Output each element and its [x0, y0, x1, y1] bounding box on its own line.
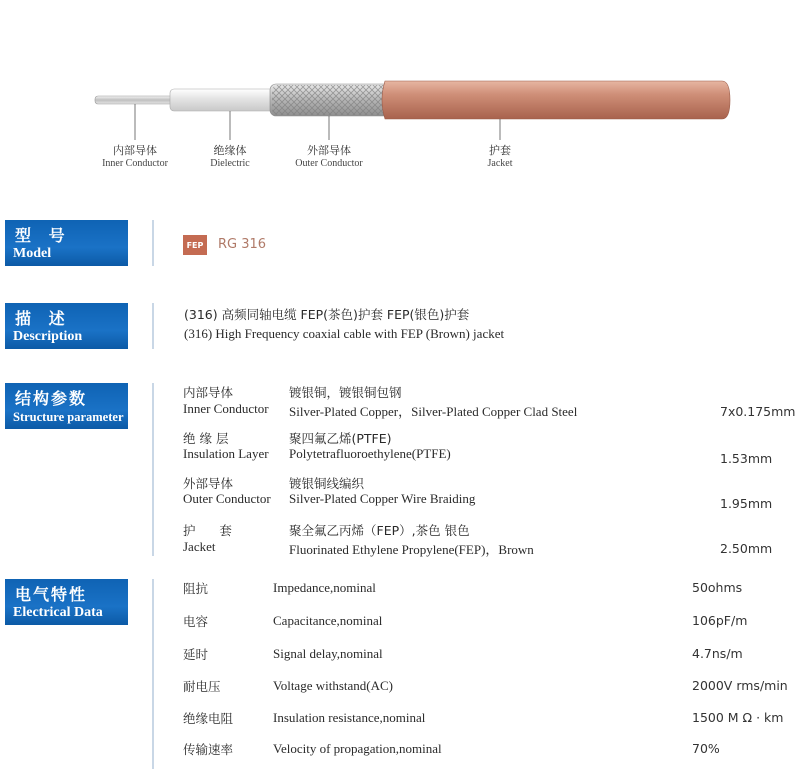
section-header-description: [5, 303, 128, 349]
section-title-en: Description: [13, 329, 83, 344]
structure-label-en: Outer Conductor: [183, 491, 271, 506]
section-title-cn: 结构参数: [15, 389, 88, 408]
section-header-electrical: [5, 579, 128, 625]
callout-inner-conductor-en: Inner Conductor: [102, 158, 168, 169]
structure-material-cn: 聚全氟乙丙烯（FEP）,茶色 银色: [289, 523, 470, 538]
description-cn: (316) 高频同轴电缆 FEP(茶色)护套 FEP(银色)护套: [184, 307, 470, 322]
electrical-label-en: Voltage withstand(AC): [273, 678, 393, 693]
callout-jacket-en: Jacket: [487, 158, 513, 169]
callout-dielectric-en: Dielectric: [210, 158, 250, 169]
structure-material-cn: 镀银铜，镀银铜包钢: [289, 385, 402, 400]
electrical-label-cn: 延时: [183, 647, 209, 662]
callout-outer-conductor: [279, 142, 379, 169]
electrical-label-cn: 耐电压: [183, 679, 221, 694]
structure-label-cn: 绝 缘 层: [183, 431, 229, 446]
section-title-cn: 型 号: [15, 226, 71, 245]
structure-value: 1.95mm: [720, 496, 773, 511]
electrical-value: 70%: [692, 741, 720, 756]
electrical-label-en: Impedance,nominal: [273, 580, 376, 595]
structure-material-en: Silver-Plated Copper，Silver-Plated Copper Clad Steel: [289, 404, 578, 419]
section-header-model: [5, 220, 128, 266]
jacket-shape: [382, 81, 730, 119]
electrical-label-en: Capacitance,nominal: [273, 613, 383, 628]
electrical-label-cn: 电容: [183, 614, 209, 629]
callout-inner-conductor-cn: 内部导体: [113, 144, 157, 157]
divider: [152, 579, 154, 769]
dielectric-shape: [170, 89, 280, 111]
electrical-label-cn: 绝缘电阻: [183, 711, 234, 726]
structure-material-cn: 镀银铜线编织: [289, 476, 365, 491]
electrical-label-en: Insulation resistance,nominal: [273, 710, 426, 725]
fep-badge: FEP: [183, 235, 207, 255]
description-en: (316) High Frequency coaxial cable with FEP (Brown) jacket: [184, 326, 505, 341]
divider: [152, 383, 154, 556]
inner-conductor-shape: [95, 96, 175, 104]
structure-label-en: Inner Conductor: [183, 401, 269, 416]
electrical-label-cn: 传输速率: [183, 742, 234, 757]
electrical-value: 1500 M Ω · km: [692, 710, 784, 725]
structure-label-en: Jacket: [183, 539, 216, 554]
callout-dielectric: [190, 142, 270, 169]
structure-label-cn: 护 套: [183, 523, 232, 538]
structure-value: 7x0.175mm: [720, 404, 796, 419]
section-header-structure: [5, 383, 128, 429]
callout-inner-conductor: [85, 142, 185, 169]
callout-jacket: [470, 142, 530, 169]
electrical-label-en: Velocity of propagation,nominal: [273, 741, 442, 756]
section-title-cn: 描 述: [15, 309, 71, 328]
model-name: RG 316: [218, 237, 267, 252]
callout-outer-conductor-en: Outer Conductor: [295, 158, 363, 169]
structure-material-en: Fluorinated Ethylene Propylene(FEP)，Brown: [289, 542, 534, 557]
section-title-en: Structure parameter: [13, 410, 124, 424]
electrical-value: 2000V rms/min: [692, 678, 788, 693]
callout-jacket-cn: 护套: [489, 144, 511, 157]
structure-label-cn: 内部导体: [183, 385, 234, 400]
electrical-value: 4.7ns/m: [692, 646, 743, 661]
electrical-label-cn: 阻抗: [183, 581, 209, 596]
callout-outer-conductor-cn: 外部导体: [307, 144, 351, 157]
callout-dielectric-cn: 绝缘体: [213, 144, 247, 157]
section-title-en: Electrical Data: [13, 605, 103, 620]
divider: [152, 220, 154, 266]
electrical-value: 106pF/m: [692, 613, 748, 628]
structure-material-cn: 聚四氟乙烯(PTFE): [289, 431, 392, 446]
structure-material-en: Polytetrafluoroethylene(PTFE): [289, 446, 451, 461]
section-title-cn: 电气特性: [15, 585, 88, 604]
structure-label-en: Insulation Layer: [183, 446, 269, 461]
electrical-value: 50ohms: [692, 580, 743, 595]
structure-material-en: Silver-Plated Copper Wire Braiding: [289, 491, 476, 506]
electrical-label-en: Signal delay,nominal: [273, 646, 383, 661]
structure-label-cn: 外部导体: [183, 476, 234, 491]
divider: [152, 303, 154, 349]
section-title-en: Model: [13, 246, 52, 261]
structure-value: 2.50mm: [720, 541, 773, 556]
structure-value: 1.53mm: [720, 451, 773, 466]
